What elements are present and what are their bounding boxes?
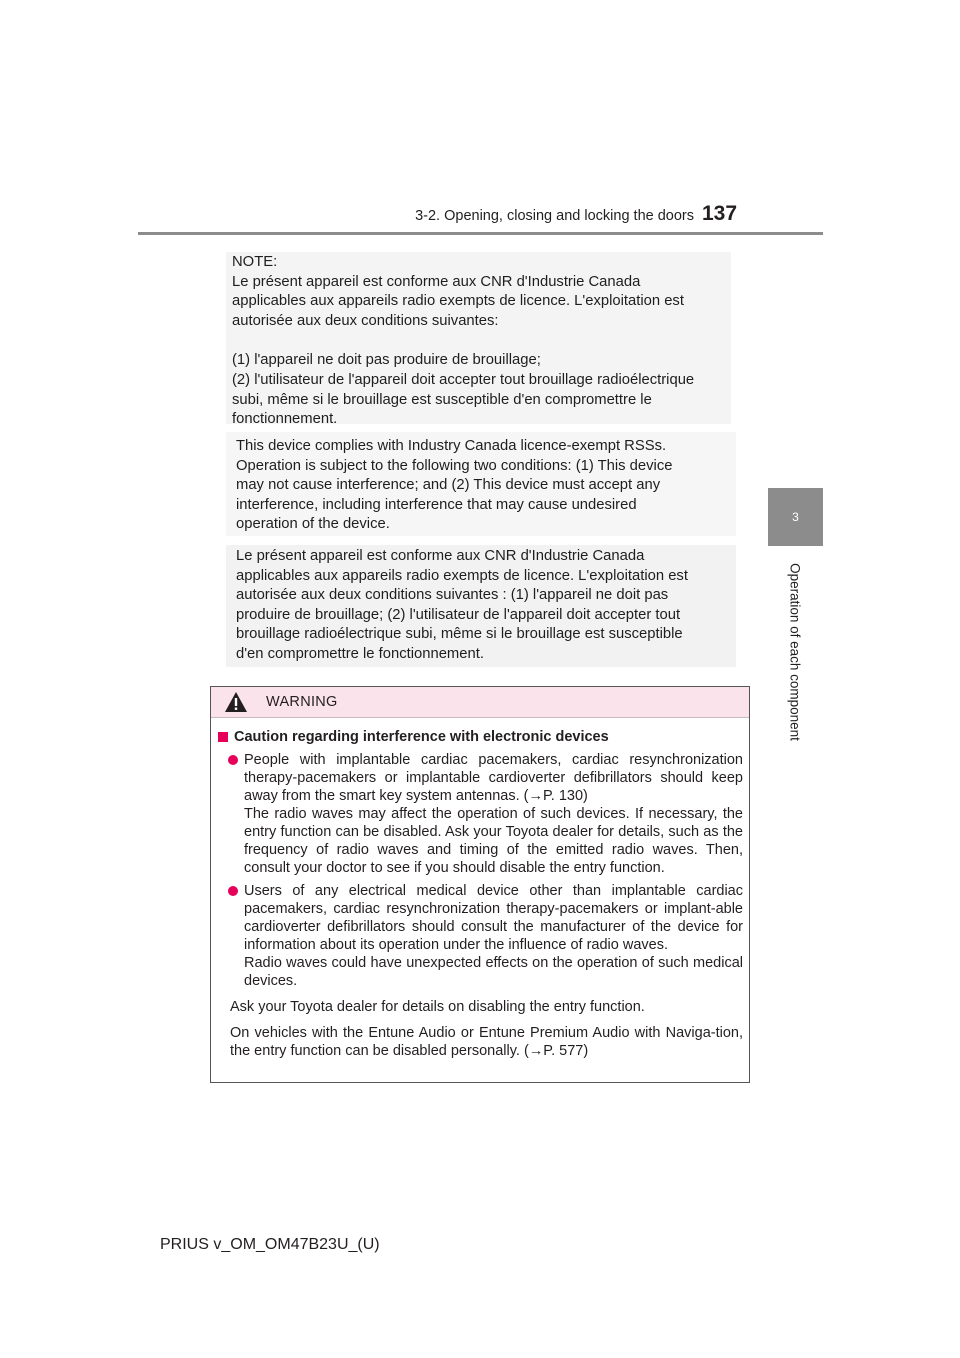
note-line: Le présent appareil est conforme aux CNR d'Industrie Canada	[232, 273, 641, 290]
circle-bullet-icon	[228, 755, 238, 765]
bullet-paragraph: The radio waves may affect the operation of such devices. If necessary, the entry function can be disabled. Ask your Toyota dealer for details, such as the frequency of radio waves and timing of the emitted radio waves. Then, consult your doctor to see if you should disable the entry function.	[244, 806, 743, 876]
notice-line: interference, including interference that may cause undesired	[236, 496, 637, 513]
chapter-label: Operation of each component	[787, 563, 803, 741]
notice-line: d'en compromettre le fonctionnement.	[236, 645, 484, 662]
french-note-scan	[226, 252, 731, 428]
document-id: PRIUS v_OM_OM47B23U_(U)	[160, 1236, 380, 1253]
notice-line: autorisée aux deux conditions suivantes : (1) l'appareil ne doit pas	[236, 587, 669, 604]
note-line: applicables aux appareils radio exempts de licence. L'exploitation est	[232, 293, 684, 310]
dealer-note: Ask your Toyota dealer for details on disabling the entry function.	[230, 999, 645, 1015]
page-number: 137	[702, 202, 738, 225]
note-line: NOTE:	[232, 254, 278, 270]
list-item	[218, 751, 743, 877]
note-line: (1) l'appareil ne doit pas produire de brouillage;	[232, 352, 541, 369]
note-line: subi, même si le brouillage est susceptible d'en compromettre le	[232, 391, 652, 408]
header-divider	[138, 232, 823, 235]
warning-box	[210, 686, 750, 1083]
note-line: fonctionnement.	[232, 411, 338, 428]
warning-title: WARNING	[266, 694, 338, 710]
notice-line: brouillage radioélectrique subi, même si le brouillage est susceptible	[236, 626, 683, 643]
notice-line: applicables aux appareils radio exempts de licence. L'exploitation est	[236, 567, 688, 584]
chapter-tab	[768, 488, 823, 546]
note-line: (2) l'utilisateur de l'appareil doit accepter tout brouillage radioélectrique	[232, 371, 695, 388]
bullet-paragraph: Users of any electrical medical device other than implantable cardiac pacemakers, cardiac resynchronization therapy-pacemakers or implant-able cardioverter defibrillators should consult the manufacturer of the device for information about its operation under the influence of radio waves.	[244, 883, 743, 953]
warning-body	[211, 718, 749, 1060]
list-item	[218, 882, 743, 990]
caution-heading: Caution regarding interference with electronic devices	[234, 729, 609, 745]
warning-header	[211, 687, 749, 718]
notice-line: produire de brouillage; (2) l'utilisateur de l'appareil doit accepter tout	[236, 606, 681, 623]
french-notice-scan	[226, 545, 736, 667]
warning-triangle-icon	[224, 691, 248, 713]
notice-line: may not cause interference; and (2) This device must accept any	[236, 477, 661, 494]
notice-line: operation of the device.	[236, 516, 390, 533]
caution-heading-row	[218, 728, 743, 746]
entune-note: On vehicles with the Entune Audio or Entune Premium Audio with Naviga-tion, the entry function can be disabled personally. (→P. 577)	[230, 1025, 743, 1059]
section-title: 3-2. Opening, closing and locking the doors	[415, 208, 694, 224]
bullet-paragraph: Radio waves could have unexpected effects on the operation of such medical devices.	[244, 955, 743, 989]
note-line: autorisée aux deux conditions suivantes:	[232, 312, 499, 329]
notice-line: This device complies with Industry Canada licence-exempt RSSs.	[236, 438, 667, 454]
english-notice-scan	[226, 432, 736, 536]
circle-bullet-icon	[228, 886, 238, 896]
chapter-number: 3	[792, 510, 799, 524]
notice-line: Operation is subject to the following two conditions: (1) This device	[236, 457, 673, 474]
bullet-paragraph: People with implantable cardiac pacemakers, cardiac resynchronization therapy-pacemakers or implantable cardioverter defibrillators should keep away from the smart key system antennas. (→P. 130)	[244, 752, 743, 804]
square-bullet-icon	[218, 732, 228, 742]
notice-line: Le présent appareil est conforme aux CNR d'Industrie Canada	[236, 548, 645, 564]
